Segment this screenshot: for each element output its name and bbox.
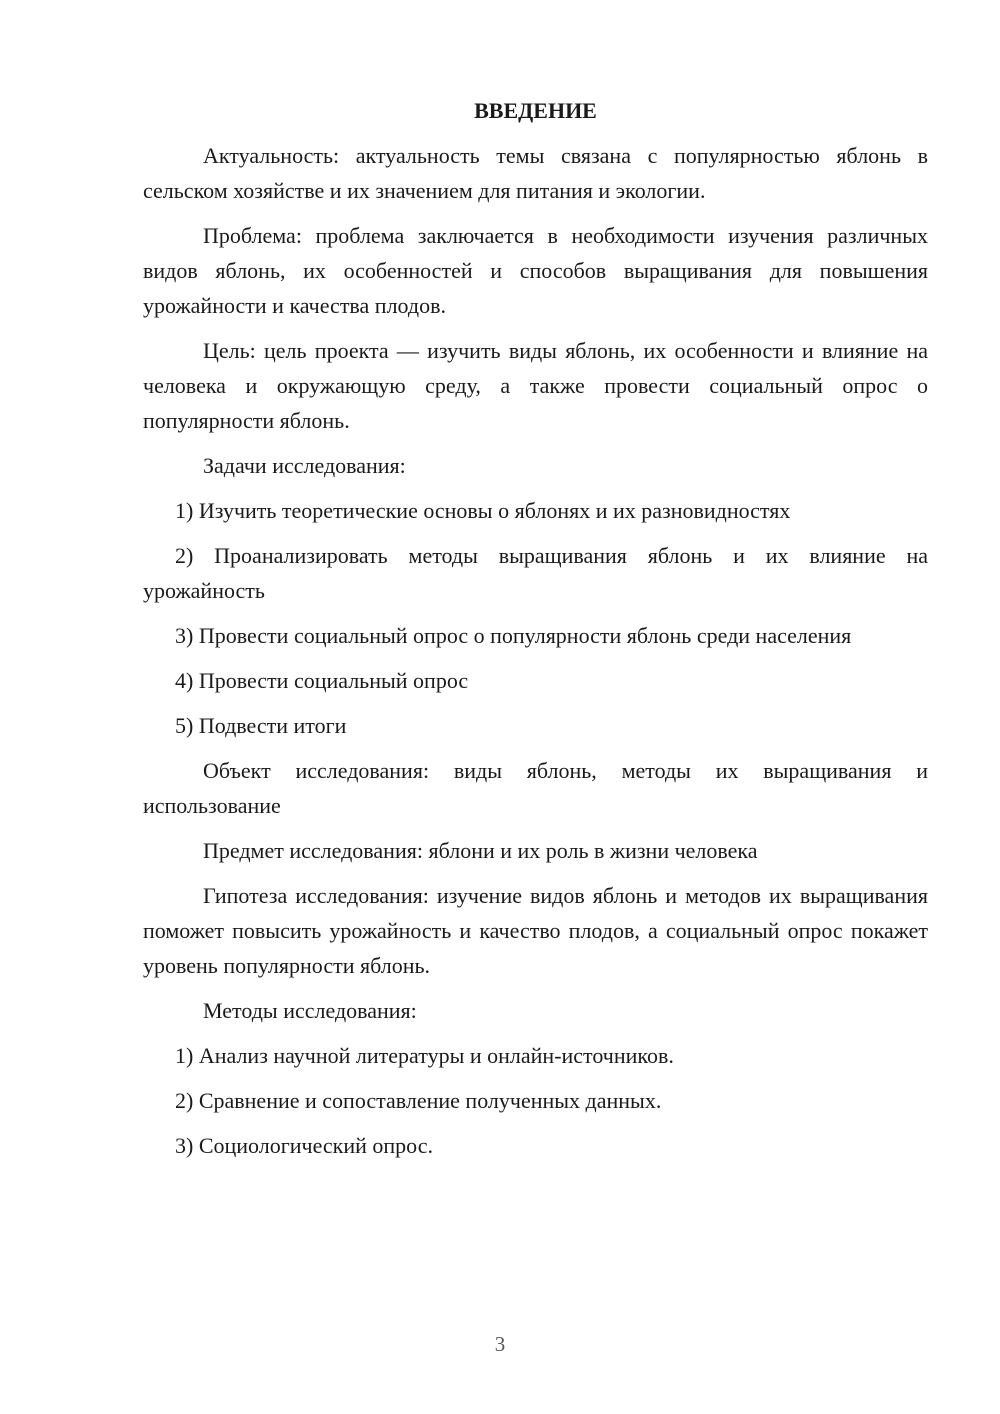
task-item-3: 3) Провести социальный опрос о популярности яблонь среди населения	[175, 623, 852, 648]
paragraph-subject: Предмет исследования: яблони и их роль в жизни человека	[203, 838, 758, 863]
paragraph-tasks-heading: Задачи исследования:	[203, 453, 406, 478]
method-item-1: 1) Анализ научной литературы и онлайн-источников.	[175, 1043, 674, 1068]
method-item-2: 2) Сравнение и сопоставление полученных данных.	[175, 1088, 662, 1113]
task-item-2: 2) Проанализировать методы выращивания яблонь и их влияние на урожайность	[143, 543, 928, 603]
paragraph-relevance: Актуальность: актуальность темы связана с популярностью яблонь в сельском хозяйстве и их значением для питания и экологии.	[143, 143, 928, 203]
page-number: 3	[494, 1332, 506, 1356]
paragraph-object: Объект исследования: виды яблонь, методы их выращивания и использование	[143, 758, 928, 818]
task-item-4: 4) Провести социальный опрос	[175, 668, 469, 693]
method-item-3: 3) Социологический опрос.	[175, 1133, 433, 1158]
task-item-1: 1) Изучить теоретические основы о яблонях и их разновидностях	[175, 498, 791, 523]
paragraph-goal: Цель: цель проекта — изучить виды яблонь, их особенности и влияние на человека и окружающую среду, а также провести социальный опрос о популярности яблонь.	[143, 338, 928, 433]
paragraph-methods-heading: Методы исследования:	[203, 998, 417, 1023]
paragraph-problem: Проблема: проблема заключается в необходимости изучения различных видов яблонь, их особенностей и способов выращивания для повышения урожайности и качества плодов.	[143, 223, 928, 318]
paragraph-hypothesis: Гипотеза исследования: изучение видов яблонь и методов их выращивания поможет повысить урожайность и качество плодов, а социальный опрос покажет уровень популярности яблонь.	[143, 883, 928, 978]
task-item-5: 5) Подвести итоги	[175, 713, 347, 738]
section-title: ВВЕДЕНИЕ	[474, 98, 597, 123]
document-page	[143, 96, 928, 1173]
